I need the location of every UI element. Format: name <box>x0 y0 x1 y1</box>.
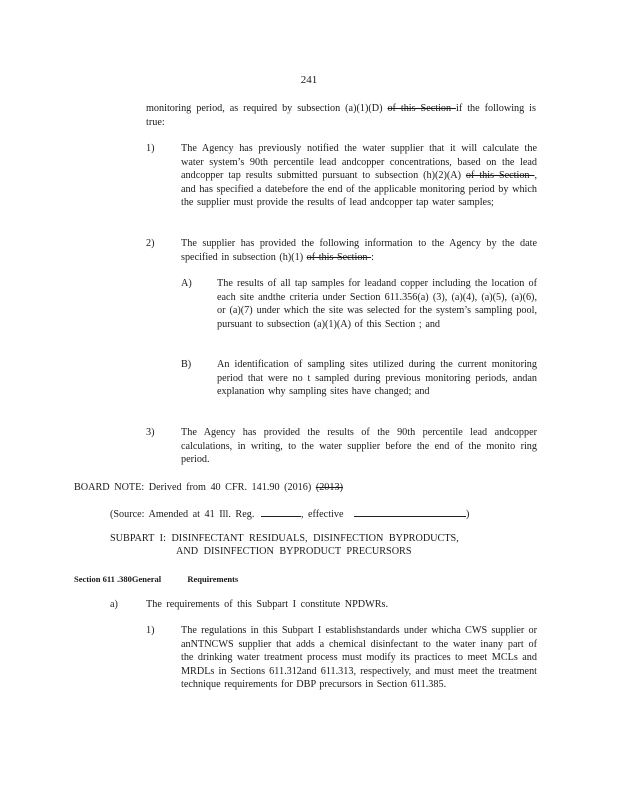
section-item-a-label: a) <box>110 599 118 610</box>
item-3-label: 3) <box>146 427 155 438</box>
source-prefix: (Source: Amended at 41 Ill. Reg. <box>110 509 255 520</box>
item-1-struck-text: of this Section <box>465 170 535 182</box>
intro-text: monitoring period, as required by subsection (a)(1)(D) <box>146 103 388 114</box>
source-effective-label: , effective <box>300 509 344 520</box>
section-heading-title: Requirements <box>187 574 239 584</box>
item-2-text-end: : <box>371 251 374 263</box>
item-3-text: The Agency has provided the results of the 90th percentile lead andcopper calculations, in writing, to the water supplier before the end of the monito ring period. <box>181 427 537 466</box>
source-close-paren: ) <box>466 509 470 520</box>
subpart-heading-line1: SUBPART I: DISINFECTANT RESIDUALS, DISINFECTION BYPRODUCTS, <box>110 533 459 544</box>
item-2-text-start: The supplier has provided the following information to the Agency by the date specified in subsection (h)(1) <box>181 238 537 263</box>
board-note-text: BOARD NOTE: Derived from 40 CFR. 141.90 (2016) <box>74 482 316 493</box>
item-2-label: 2) <box>146 238 155 249</box>
intro-struck-text: of this Section <box>387 103 457 114</box>
section-heading <box>74 573 238 587</box>
intro-paragraph <box>146 102 536 129</box>
item-1-label: 1) <box>146 143 155 154</box>
item-1-text-end: , and has specified a datebefore the end of the applicable monitoring period by which the supplier must provide the results of lead andcopper tap water samples; <box>181 170 537 209</box>
source-line <box>110 506 530 522</box>
item-2-text <box>181 237 537 264</box>
board-note-struck-text: (2013) <box>315 482 343 493</box>
item-2-struck-text: of this Section <box>306 251 372 263</box>
board-note <box>74 481 534 495</box>
page-number: 241 <box>300 74 318 86</box>
section-subitem-1-label: 1) <box>146 625 155 636</box>
intro-text-end: if the following is true: <box>146 103 536 128</box>
subpart-heading-line2: AND DISINFECTION BYPRODUCT PRECURSORS <box>176 546 412 557</box>
section-heading-label: Section 611 .380General <box>74 574 162 584</box>
source-effective-blank <box>354 506 466 517</box>
section-subitem-1-text: The regulations in this Subpart I establishstandards under whicha CWS supplier or anNTNCWS supplier that adds a chemical disinfectant to the water inany part of the drinking water treatment process must modify its practices to meet MCLs and MRDLs in Sections 611.312and 611.313, respectively, and must meet the treatment technique requirements for DBP precursors in Section 611.385. <box>181 625 537 691</box>
subitem-a-text: The results of all tap samples for leadand copper including the location of each site andthe criteria under Section 611.356(a) (3), (a)(4), (a)(5), (a)(6), or (a)(7) under which the site was selected for the system’s sampling pool, pursuant to subsection (a)(1)(A) of this Section ; and <box>217 278 537 330</box>
item-1-text <box>181 142 537 210</box>
item-1-text-start: The Agency has previously notified the water supplier that it will calculate the water system’s 90th percentile lead andcopper concentrations, based on the lead andcopper tap results submitted pursuant to subsection (h)(2)(A) <box>181 143 537 182</box>
section-item-a-text: The requirements of this Subpart I constitute NPDWRs. <box>146 599 389 610</box>
source-register-blank <box>261 506 301 517</box>
subitem-b-label: B) <box>181 359 192 370</box>
subitem-b-text: An identification of sampling sites utilized during the current monitoring period that were no t sampled during previous monitoring periods, andan explanation why sampling sites have changed; and <box>217 359 537 398</box>
subitem-a-label: A) <box>181 278 192 289</box>
